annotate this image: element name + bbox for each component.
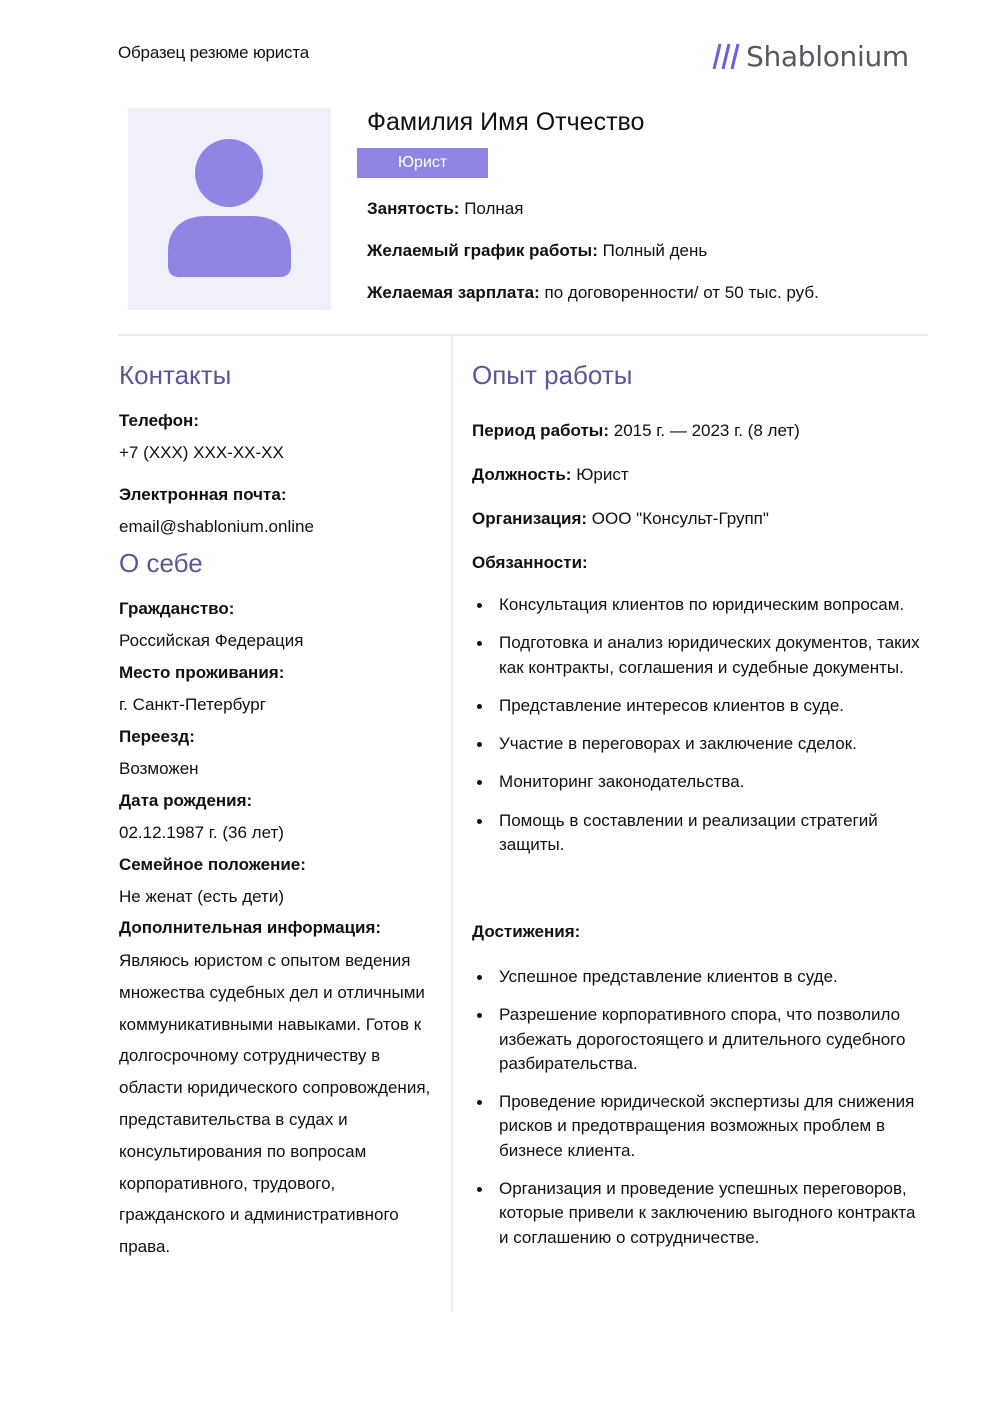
job-position-label: Должность:: [472, 465, 572, 484]
bullet-icon: [477, 780, 482, 785]
achievement-text: Организация и проведение успешных переговоров, которые привели к заключению выгодного контракта и соглашению о сотрудничестве.: [499, 1179, 916, 1247]
brand-logo: [706, 38, 909, 74]
employment-value: Полная: [464, 199, 524, 218]
triple-slash-logo-icon: [706, 41, 742, 71]
citizenship-value: Российская Федерация: [119, 631, 304, 650]
employment-row: [367, 199, 523, 219]
position-badge: Юрист: [357, 148, 488, 178]
bullet-icon: [477, 819, 482, 824]
period-row: [472, 421, 800, 441]
logo-text: Shablonium: [746, 39, 909, 73]
job-position-value: Юрист: [576, 465, 629, 484]
duty-text: Подготовка и анализ юридических документов, таких как контракты, соглашения и судебные документы.: [499, 633, 920, 677]
duty-item: [472, 809, 922, 858]
family-value: Не женат (есть дети): [119, 887, 284, 906]
duty-text: Представление интересов клиентов в суде.: [499, 695, 845, 715]
schedule-value: Полный день: [602, 241, 708, 260]
salary-value: по договоренности/ от 50 тыс. руб.: [544, 283, 819, 302]
bullet-icon: [477, 1187, 482, 1192]
birth-label: Дата рождения:: [119, 791, 253, 810]
about-title: О себе: [119, 548, 203, 578]
period-value: 2015 г. — 2023 г. (8 лет): [613, 421, 800, 440]
achievements-list: [472, 965, 922, 1264]
phone-value: +7 (XXX) XXX-XX-XX: [119, 443, 284, 462]
vertical-divider: [451, 336, 453, 1312]
document-title: Образец резюме юриста: [118, 43, 310, 62]
residence-label: Место проживания:: [119, 663, 285, 682]
job-position-row: [472, 465, 629, 485]
salary-label: Желаемая зарплата:: [367, 283, 540, 302]
extra-info-label: Дополнительная информация:: [119, 918, 382, 937]
schedule-row: [367, 241, 707, 261]
profile-photo: [128, 108, 331, 310]
bullet-icon: [477, 975, 482, 980]
horizontal-divider: [118, 334, 928, 336]
achievement-item: [472, 1177, 922, 1250]
bullet-icon: [477, 641, 482, 646]
achievement-text: Разрешение корпоративного спора, что позволило избежать дорогостоящего и длительного судебного разбирательства.: [499, 1005, 906, 1073]
contacts-title: Контакты: [119, 360, 232, 390]
duty-item: [472, 732, 922, 756]
achievement-item: [472, 965, 922, 989]
bullet-icon: [477, 1100, 482, 1105]
bullet-icon: [477, 742, 482, 747]
full-name: Фамилия Имя Отчество: [367, 108, 645, 136]
bullet-icon: [477, 603, 482, 608]
duties-label: Обязанности:: [472, 553, 588, 572]
schedule-label: Желаемый график работы:: [367, 241, 598, 260]
bullet-icon: [477, 1013, 482, 1018]
citizenship-label: Гражданство:: [119, 599, 235, 618]
user-avatar-icon: [128, 108, 331, 310]
phone-label: Телефон:: [119, 411, 199, 430]
achievement-item: [472, 1090, 922, 1163]
extra-info-text: Являюсь юристом с опытом ведения множества судебных дел и отличными коммуникативными навыками. Готов к долгосрочному сотрудничеству в области юридического сопровождения, представительства в судах и консультирования по вопросам корпоративного, трудового, гражданского и административного права.: [119, 951, 431, 1257]
period-label: Период работы:: [472, 421, 609, 440]
achievement-item: [472, 1003, 922, 1076]
organization-value: ООО "Консульт-Групп": [591, 509, 769, 528]
relocation-value: Возможен: [119, 759, 199, 778]
achievements-label: Достижения:: [472, 922, 581, 941]
salary-row: [367, 283, 819, 303]
email-label: Электронная почта:: [119, 485, 287, 504]
achievement-text: Успешное представление клиентов в суде.: [499, 967, 838, 986]
email-value: email@shablonium.online: [119, 517, 314, 536]
duty-text: Помощь в составлении и реализации стратегий защиты.: [499, 810, 878, 855]
organization-label: Организация:: [472, 509, 588, 528]
relocation-label: Переезд:: [119, 727, 195, 746]
bullet-icon: [477, 704, 482, 709]
birth-value: 02.12.1987 г. (36 лет): [119, 823, 284, 842]
family-label: Семейное положение:: [119, 855, 306, 874]
duties-list: [472, 593, 922, 871]
duty-text: Мониторинг законодательства.: [499, 772, 745, 792]
experience-title: Опыт работы: [472, 360, 633, 390]
organization-row: [472, 509, 769, 529]
duty-item: [472, 631, 922, 680]
employment-label: Занятость:: [367, 199, 460, 218]
duty-item: [472, 694, 922, 718]
duty-text: Консультация клиентов по юридическим вопросам.: [499, 595, 905, 614]
residence-value: г. Санкт-Петербург: [119, 695, 266, 714]
achievement-text: Проведение юридической экспертизы для снижения рисков и предотвращения возможных проблем в бизнесе клиента.: [499, 1092, 915, 1160]
duty-item: [472, 593, 922, 617]
duty-item: [472, 770, 922, 794]
duty-text: Участие в переговорах и заключение сделок.: [499, 734, 857, 754]
